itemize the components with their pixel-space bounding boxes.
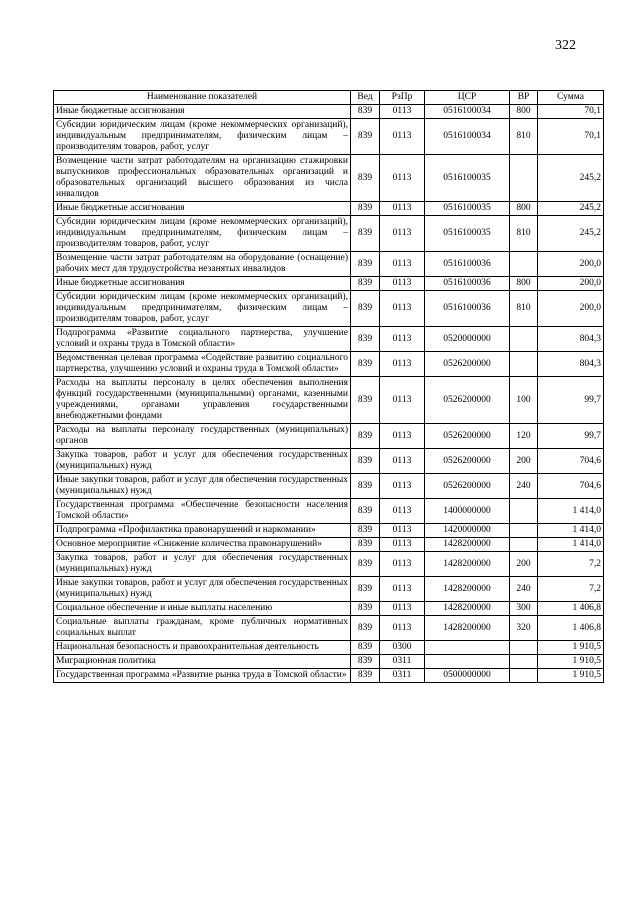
cell-rzpr: 0113 [380,499,425,524]
table-row [54,216,604,252]
cell-vr: 320 [510,616,538,641]
cell-rzpr: 0113 [380,291,425,327]
cell-rzpr: 0113 [380,202,425,216]
cell-rzpr: 0113 [380,552,425,577]
cell-sum: 99,7 [538,424,604,449]
cell-rzpr: 0113 [380,277,425,291]
cell-name: Расходы на выплаты персоналу в целях обеспечения выполнения функций государственными (муниципальными) органами, казенными учреждениями, органами управления государственными внебюджетными фондами [54,377,351,424]
cell-ved: 839 [351,105,380,119]
cell-ved: 839 [351,352,380,377]
cell-rzpr: 0113 [380,327,425,352]
cell-vr: 300 [510,602,538,616]
cell-sum: 1 414,0 [538,524,604,538]
table-body [54,105,604,683]
cell-sum: 704,6 [538,449,604,474]
cell-vr: 200 [510,552,538,577]
cell-sum: 7,2 [538,552,604,577]
cell-csr: 0516100035 [425,202,510,216]
table-row [54,499,604,524]
cell-name: Миграционная политика [54,655,351,669]
cell-name: Иные бюджетные ассигнования [54,202,351,216]
table-row [54,641,604,655]
cell-ved: 839 [351,538,380,552]
page-number: 322 [555,38,576,53]
header-csr: ЦСР [425,91,510,105]
table-row [54,352,604,377]
cell-rzpr: 0311 [380,669,425,683]
cell-csr: 0520000000 [425,327,510,352]
cell-csr: 0526200000 [425,449,510,474]
cell-name: Подпрограмма «Развитие социального партнерства, улучшение условий и охраны труда в Томской области» [54,327,351,352]
cell-sum: 1 414,0 [538,499,604,524]
cell-ved: 839 [351,524,380,538]
cell-rzpr: 0113 [380,602,425,616]
cell-csr: 0500000000 [425,669,510,683]
cell-csr: 0526200000 [425,377,510,424]
cell-rzpr: 0113 [380,538,425,552]
cell-name: Иные бюджетные ассигнования [54,105,351,119]
header-name: Наименование показателей [54,91,351,105]
cell-rzpr: 0113 [380,449,425,474]
cell-ved: 839 [351,449,380,474]
cell-csr: 1428200000 [425,602,510,616]
cell-vr: 800 [510,277,538,291]
cell-name: Основное мероприятие «Снижение количества правонарушений» [54,538,351,552]
cell-ved: 839 [351,119,380,155]
table-row [54,538,604,552]
cell-ved: 839 [351,669,380,683]
cell-rzpr: 0113 [380,524,425,538]
cell-sum: 1 406,8 [538,616,604,641]
cell-name: Подпрограмма «Профилактика правонарушений и наркомании» [54,524,351,538]
header-sum: Сумма [538,91,604,105]
cell-vr [510,352,538,377]
cell-name: Возмещение части затрат работодателям на организацию стажировки выпускников профессиональных образовательных организаций и образовательных организаций высшего образования из числа инвалидов [54,155,351,202]
cell-ved: 839 [351,602,380,616]
cell-ved: 839 [351,474,380,499]
cell-csr [425,655,510,669]
table-row [54,616,604,641]
cell-sum: 200,0 [538,277,604,291]
cell-ved: 839 [351,216,380,252]
cell-rzpr: 0113 [380,252,425,277]
cell-ved: 839 [351,552,380,577]
cell-ved: 839 [351,377,380,424]
cell-vr [510,669,538,683]
cell-vr: 240 [510,474,538,499]
cell-vr: 810 [510,119,538,155]
cell-csr: 0516100036 [425,252,510,277]
table-row [54,449,604,474]
cell-vr [510,327,538,352]
cell-name: Закупка товаров, работ и услуг для обеспечения государственных (муниципальных) нужд [54,552,351,577]
cell-ved: 839 [351,616,380,641]
cell-rzpr: 0113 [380,352,425,377]
cell-sum: 99,7 [538,377,604,424]
table-row [54,291,604,327]
header-vr: ВР [510,91,538,105]
cell-name: Государственная программа «Развитие рынка труда в Томской области» [54,669,351,683]
cell-sum: 200,0 [538,252,604,277]
cell-rzpr: 0113 [380,474,425,499]
table-row [54,424,604,449]
cell-rzpr: 0113 [380,105,425,119]
table-row [54,277,604,291]
cell-csr: 0516100035 [425,155,510,202]
cell-vr [510,524,538,538]
cell-sum: 804,3 [538,327,604,352]
cell-name: Национальная безопасность и правоохранительная деятельность [54,641,351,655]
cell-name: Социальные выплаты гражданам, кроме публичных нормативных социальных выплат [54,616,351,641]
cell-ved: 839 [351,327,380,352]
cell-csr: 0516100034 [425,105,510,119]
cell-rzpr: 0300 [380,641,425,655]
cell-name: Субсидии юридическим лицам (кроме некоммерческих организаций), индивидуальным предпринимателям, физическим лицам – производителям товаров, работ, услуг [54,216,351,252]
cell-sum: 245,2 [538,155,604,202]
cell-csr: 1428200000 [425,538,510,552]
table-row [54,552,604,577]
cell-csr: 0526200000 [425,474,510,499]
cell-ved: 839 [351,277,380,291]
cell-name: Субсидии юридическим лицам (кроме некоммерческих организаций), индивидуальным предпринимателям, физическим лицам – производителям товаров, работ, услуг [54,119,351,155]
cell-sum: 245,2 [538,202,604,216]
budget-table [53,90,604,683]
table-row [54,602,604,616]
cell-sum: 1 910,5 [538,641,604,655]
cell-rzpr: 0113 [380,155,425,202]
cell-vr [510,155,538,202]
cell-sum: 70,1 [538,119,604,155]
cell-name: Субсидии юридическим лицам (кроме некоммерческих организаций), индивидуальным предпринимателям, физическим лицам – производителям товаров, работ, услуг [54,291,351,327]
cell-sum: 245,2 [538,216,604,252]
cell-csr: 0516100034 [425,119,510,155]
table-row [54,119,604,155]
cell-name: Иные бюджетные ассигнования [54,277,351,291]
cell-name: Государственная программа «Обеспечение безопасности населения Томской области» [54,499,351,524]
cell-name: Ведомственная целевая программа «Содействие развитию социального партнерства, улучшению условий и охраны труда в Томской области» [54,352,351,377]
cell-csr [425,641,510,655]
cell-csr: 1400000000 [425,499,510,524]
cell-name: Иные закупки товаров, работ и услуг для обеспечения государственных (муниципальных) нужд [54,577,351,602]
cell-vr [510,641,538,655]
cell-name: Возмещение части затрат работодателям на оборудование (оснащение) рабочих мест для трудоустройства незанятых инвалидов [54,252,351,277]
cell-sum: 70,1 [538,105,604,119]
cell-vr: 810 [510,291,538,327]
cell-vr [510,655,538,669]
cell-csr: 1428200000 [425,616,510,641]
cell-vr: 100 [510,377,538,424]
table-row [54,524,604,538]
table-row [54,655,604,669]
cell-rzpr: 0113 [380,577,425,602]
cell-rzpr: 0113 [380,216,425,252]
cell-name: Расходы на выплаты персоналу государственных (муниципальных) органов [54,424,351,449]
table-row [54,252,604,277]
header-rzpr: РзПр [380,91,425,105]
cell-csr: 1420000000 [425,524,510,538]
table-row [54,202,604,216]
header-ved: Вед [351,91,380,105]
cell-sum: 1 910,5 [538,669,604,683]
cell-name: Социальное обеспечение и иные выплаты населению [54,602,351,616]
table-header-row [54,91,604,105]
cell-ved: 839 [351,655,380,669]
table-row [54,155,604,202]
cell-name: Закупка товаров, работ и услуг для обеспечения государственных (муниципальных) нужд [54,449,351,474]
cell-sum: 1 406,8 [538,602,604,616]
cell-sum: 1 414,0 [538,538,604,552]
cell-vr [510,538,538,552]
cell-rzpr: 0311 [380,655,425,669]
cell-sum: 200,0 [538,291,604,327]
cell-rzpr: 0113 [380,119,425,155]
cell-csr: 0516100036 [425,277,510,291]
cell-ved: 839 [351,252,380,277]
cell-vr: 240 [510,577,538,602]
cell-sum: 804,3 [538,352,604,377]
cell-rzpr: 0113 [380,424,425,449]
cell-sum: 1 910,5 [538,655,604,669]
table-row [54,105,604,119]
cell-sum: 7,2 [538,577,604,602]
cell-rzpr: 0113 [380,377,425,424]
cell-csr: 1428200000 [425,552,510,577]
cell-vr: 200 [510,449,538,474]
cell-csr: 0526200000 [425,424,510,449]
cell-csr: 0516100036 [425,291,510,327]
table-row [54,377,604,424]
cell-ved: 839 [351,291,380,327]
cell-ved: 839 [351,499,380,524]
cell-vr: 810 [510,216,538,252]
cell-ved: 839 [351,641,380,655]
cell-csr: 0526200000 [425,352,510,377]
table-row [54,474,604,499]
table-row [54,577,604,602]
cell-sum: 704,6 [538,474,604,499]
cell-rzpr: 0113 [380,616,425,641]
cell-name: Иные закупки товаров, работ и услуг для обеспечения государственных (муниципальных) нужд [54,474,351,499]
cell-ved: 839 [351,155,380,202]
cell-vr: 120 [510,424,538,449]
cell-vr [510,499,538,524]
cell-ved: 839 [351,202,380,216]
table-row [54,669,604,683]
cell-vr [510,252,538,277]
table-row [54,327,604,352]
cell-vr: 800 [510,105,538,119]
cell-ved: 839 [351,424,380,449]
cell-ved: 839 [351,577,380,602]
cell-csr: 1428200000 [425,577,510,602]
cell-csr: 0516100035 [425,216,510,252]
cell-vr: 800 [510,202,538,216]
